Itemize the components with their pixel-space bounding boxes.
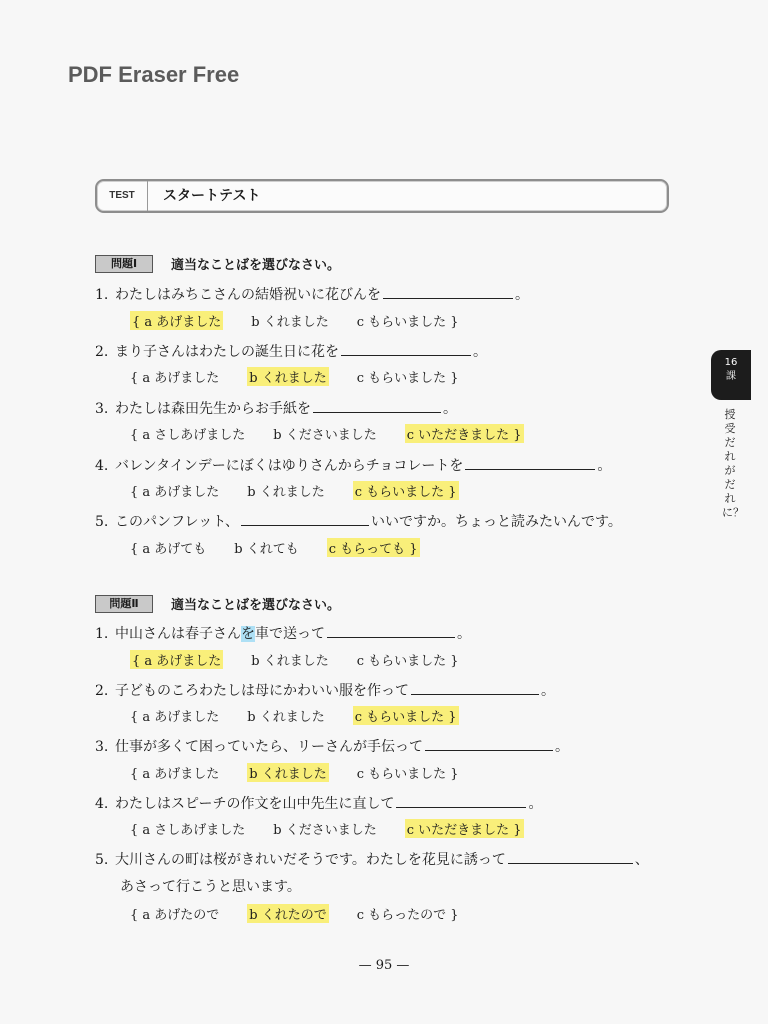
choice-b[interactable]: b くれました	[247, 485, 325, 500]
watermark-title: PDF Eraser Free	[68, 62, 240, 87]
answer-blank[interactable]	[465, 455, 595, 470]
question-end: 。	[473, 344, 487, 360]
question-text-continued: 車で送って	[255, 626, 325, 642]
choice-a[interactable]: { a あげたので	[130, 908, 220, 923]
s1-choices-5	[130, 538, 448, 557]
question-number: 4.	[95, 796, 109, 812]
question-text: 大川さんの町は桜がきれいだそうです。わたしを花見に誘って	[115, 852, 506, 868]
s1-choices-2	[130, 367, 487, 386]
question-text: 仕事が多くて困っていたら、リーさんが手伝って	[115, 739, 423, 755]
question-number: 5.	[95, 852, 109, 868]
choice-b[interactable]: b くれたので	[247, 904, 328, 923]
question-end: 。	[541, 683, 555, 699]
question-end: 。	[515, 287, 529, 303]
choice-a[interactable]: { a あげました	[130, 371, 220, 386]
question-number: 2.	[95, 683, 109, 699]
choice-a[interactable]: { a あげました	[130, 485, 220, 500]
s2-question-1	[95, 623, 471, 643]
question-text: わたしはスピーチの作文を山中先生に直して	[115, 796, 395, 812]
choice-c[interactable]: c いただきました }	[405, 819, 524, 838]
question-text: このパンフレット、	[115, 514, 240, 530]
section-2-tag: 問題Ⅱ	[95, 595, 153, 613]
s1-question-2	[95, 341, 487, 361]
question-text: わたしはみちこさんの結婚祝いに花びんを	[115, 287, 381, 303]
question-end: 。	[555, 739, 569, 755]
section-2-header	[95, 594, 340, 613]
answer-blank[interactable]	[241, 511, 369, 526]
question-number: 2.	[95, 344, 109, 360]
s1-question-1	[95, 284, 529, 304]
s2-choices-2	[130, 706, 487, 725]
section-1-instruction: 適当なことばを選びなさい。	[171, 258, 341, 273]
choice-c[interactable]: c もらいました }	[356, 767, 459, 782]
s2-question-5-continuation: あさって行こうと思います。	[120, 879, 301, 895]
choice-a[interactable]: { a あげました	[130, 710, 220, 725]
s2-question-2	[95, 680, 555, 700]
answer-blank[interactable]	[411, 680, 539, 695]
question-text: まり子さんはわたしの誕生日に花を	[115, 344, 339, 360]
s1-question-5	[95, 511, 622, 531]
question-end: 。	[443, 401, 457, 417]
question-number: 4.	[95, 458, 109, 474]
choice-c[interactable]: c もらいました }	[356, 654, 459, 669]
choice-a[interactable]: { a あげました	[130, 767, 220, 782]
choice-c[interactable]: c もらいました }	[353, 706, 459, 725]
page-number: — 95 —	[358, 958, 410, 973]
s1-choices-3	[130, 424, 552, 443]
highlighted-particle: を	[241, 626, 255, 642]
question-end: 、	[634, 852, 649, 868]
choice-a[interactable]: { a さしあげました	[130, 428, 246, 443]
question-number: 1.	[95, 287, 109, 303]
choice-c[interactable]: c いただきました }	[405, 424, 524, 443]
answer-blank[interactable]	[425, 736, 553, 751]
question-end: 。	[457, 626, 471, 642]
s2-question-3	[95, 736, 569, 756]
s1-choices-1	[130, 311, 487, 330]
choice-b[interactable]: b くださいました	[273, 823, 377, 838]
test-header-box	[95, 179, 669, 213]
question-text: 子どものころわたしは母にかわいい服を作って	[115, 683, 409, 699]
choice-b[interactable]: b くれました	[251, 315, 329, 330]
section-1-tag: 問題Ⅰ	[95, 255, 153, 273]
question-text: わたしは森田先生からお手紙を	[115, 401, 311, 417]
s1-question-3	[95, 398, 457, 418]
choice-a[interactable]: { a あげました	[130, 650, 223, 669]
test-title: スタートテスト	[163, 188, 261, 204]
chapter-number: 16	[724, 357, 738, 368]
chapter-unit: 課	[726, 371, 736, 382]
s1-question-4	[95, 455, 611, 475]
choice-b[interactable]: b くれました	[251, 654, 329, 669]
question-number: 5.	[95, 514, 109, 530]
section-1-header	[95, 254, 340, 273]
chapter-tab	[711, 350, 751, 400]
answer-blank[interactable]	[383, 284, 513, 299]
s2-choices-4	[130, 819, 552, 838]
choice-a[interactable]: { a あげても	[130, 542, 207, 557]
answer-blank[interactable]	[313, 398, 441, 413]
choice-b[interactable]: b くれても	[234, 542, 299, 557]
test-label: TEST	[97, 181, 148, 211]
choice-c[interactable]: c もらっても }	[327, 538, 420, 557]
question-end: 。	[528, 796, 543, 812]
s2-question-5	[95, 849, 649, 869]
question-number: 1.	[95, 626, 109, 642]
answer-blank[interactable]	[327, 623, 455, 638]
question-end: いいですか。ちょっと読みたいんです。	[371, 514, 622, 530]
question-text: バレンタインデーにぼくはゆりさんからチョコレートを	[115, 458, 464, 474]
choice-a[interactable]: { a さしあげました	[130, 823, 246, 838]
answer-blank[interactable]	[396, 793, 526, 808]
choice-b[interactable]: b くれました	[247, 763, 328, 782]
choice-c[interactable]: c もらったので }	[356, 908, 459, 923]
choice-a[interactable]: { a あげました	[130, 311, 223, 330]
choice-c[interactable]: c もらいました }	[356, 315, 459, 330]
s2-choices-5	[130, 904, 487, 923]
choice-c[interactable]: c もらいました }	[353, 481, 459, 500]
answer-blank[interactable]	[341, 341, 471, 356]
choice-b[interactable]: b くれました	[247, 710, 325, 725]
s2-question-4	[95, 793, 542, 813]
question-number: 3.	[95, 739, 109, 755]
s2-choices-1	[130, 650, 487, 669]
choice-b[interactable]: b くれました	[247, 367, 328, 386]
choice-c[interactable]: c もらいました }	[356, 371, 459, 386]
chapter-vertical-title: 授受 だれがだれに？	[722, 408, 744, 519]
choice-b[interactable]: b くださいました	[273, 428, 377, 443]
answer-blank[interactable]	[508, 849, 633, 864]
section-2-instruction: 適当なことばを選びなさい。	[171, 598, 341, 613]
question-end: 。	[597, 458, 612, 474]
question-text: 中山さんは春子さん	[115, 626, 241, 642]
s1-choices-4	[130, 481, 487, 500]
s2-choices-3	[130, 763, 487, 782]
question-number: 3.	[95, 401, 109, 417]
